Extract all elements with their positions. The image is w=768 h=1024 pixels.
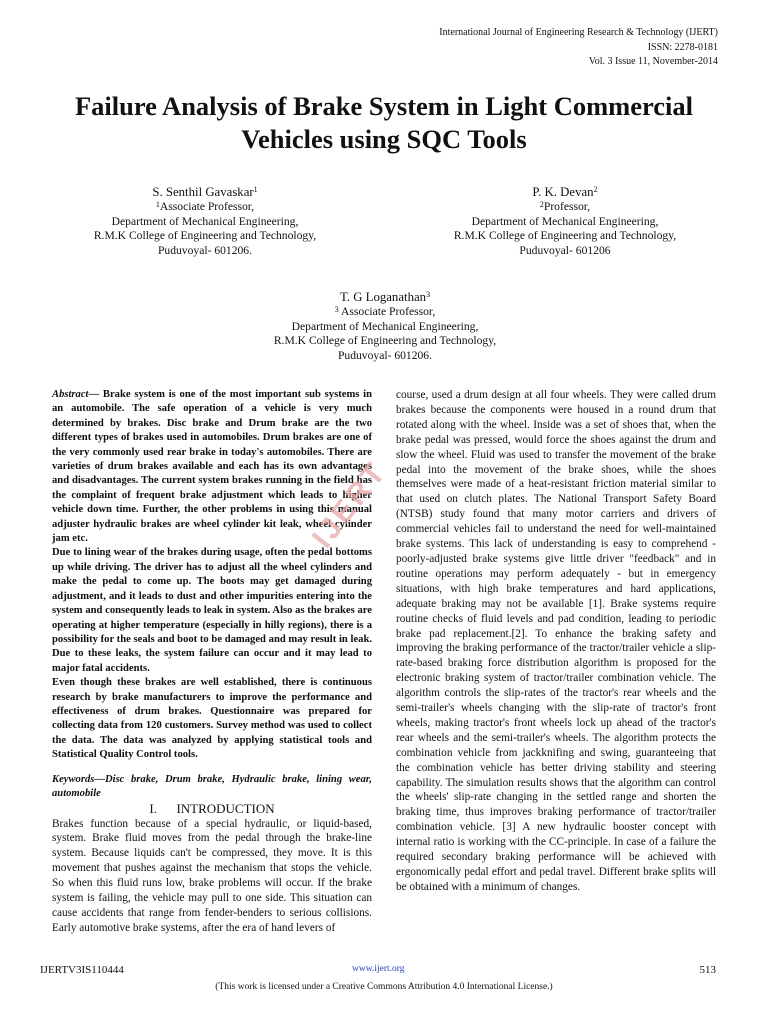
abstract-p1: Abstract— Brake system is one of the most important sub systems in an automobile. The safe operation of a vehicle is very much determined by brakes. Disc brake and Drum brake are the two different types of brakes used in automobiles. Drum brakes are one of the very commonly used rear brake in today's automobiles. There are varieties of drum brakes available and each has its own advantages and disadvantages. The current system brakes running in the field has the complaint of frequent brake adjustment which leads to higher vehicle down time. Further, the other problems in using this manual adjuster hydraulic brakes are wheel cylinder kit leak, wheel cylinder jam etc.: [52, 389, 373, 545]
author-college: R.M.K College of Engineering and Technology,: [93, 229, 317, 243]
intro-paragraph: Brakes function because of a special hydraulic, or liquid-based, system. Brake fluid moves from the pedal through the brake-line system. Because liquids can't be compressed, they move. It is this movement that pushes against the mechanism that stops the vehicle. So when this fluid runs low, brake problems will occur. If the brake system is failing, the vehicle may pull to one side. This situation can cause accidents that range from fender-benders to serious collisions. Early automotive brake systems, after the era of hand levers of: [52, 817, 372, 934]
paper-title: Failure Analysis of Brake System in Light Commercial Vehicles using SQC Tools: [74, 91, 694, 154]
abstract-label: Abstract: [52, 389, 89, 400]
journal-name: International Journal of Engineering Research & Technology (IJERT): [439, 27, 718, 38]
author-block-3: T. G Loganathan$^3$ $^3$ Associate Professor, Department of Mechanical Engineering, R.M.K College of Engineering and Technology, Puduvoyal- 601206.: [230, 290, 540, 364]
keywords-label: Keywords: [52, 773, 95, 785]
author-name: P. K. Devan: [532, 185, 594, 199]
author-role: Professor,: [543, 199, 591, 213]
left-column: [52, 388, 372, 936]
footer-url-link[interactable]: www.ijert.org: [352, 964, 405, 974]
issn: ISSN: 2278-0181: [647, 41, 718, 53]
author-dept: Department of Mechanical Engineering,: [291, 319, 479, 333]
author-block-1: S. Senthil Gavaskar$^1$ $^1$Associate Professor, Department of Mechanical Engineering, R.M.K College of Engineering and Technology, Puduvoyal- 601206.: [60, 185, 350, 259]
footer-paper-id: IJERTV3IS110444: [40, 964, 124, 976]
author-college: R.M.K College of Engineering and Technology,: [453, 229, 677, 243]
author-dept: Department of Mechanical Engineering,: [111, 214, 299, 228]
journal-header: [439, 26, 718, 70]
author-role: Associate Professor,: [159, 199, 255, 213]
volume-issue: Vol. 3 Issue 11, November-2014: [588, 56, 718, 67]
author-role: Associate Professor,: [338, 304, 436, 318]
watermark: IJERT: [305, 455, 394, 555]
keywords: Keywords—Disc brake, Drum brake, Hydraulic brake, lining wear, automobile: [52, 773, 372, 799]
author-block-2: P. K. Devan$^2$ $^2$Professor, Department of Mechanical Engineering, R.M.K College of Engineering and Technology, Puduvoyal- 601206: [420, 185, 710, 259]
right-column: [396, 388, 716, 895]
license-note: (This work is licensed under a Creative Commons Attribution 4.0 International License.): [215, 982, 553, 992]
author-address: Puduvoyal- 601206.: [337, 349, 433, 363]
page-number: 513: [699, 964, 716, 976]
author-address: Puduvoyal- 601206: [519, 244, 611, 258]
section-heading-introduction: I. INTRODUCTION: [149, 800, 275, 816]
abstract-p2: Due to lining wear of the brakes during usage, often the pedal bottoms up while driving. The driver has to adjust all the wheel cylinders and make the pedal to come up. The boots may get damaged during adjustment, and it leads to dust and other impurities entering into the system and consequently leads to leak in system. Also as the brakes are operating at higher temperature (especially in hilly regions), there is a possibility for the seals and boot to be damaged and may result in leak. Due to these leaks, the system failure can occur and it may lead to major fatal accidents.: [52, 547, 372, 674]
author-dept: Department of Mechanical Engineering,: [471, 214, 659, 228]
author-name: S. Senthil Gavaskar: [152, 185, 254, 199]
author-college: R.M.K College of Engineering and Technology,: [273, 334, 497, 348]
author-name: T. G Loganathan: [339, 290, 427, 304]
abstract-p3: Even though these brakes are well established, there is continuous research by brake manufacturers to improve the performance and effectiveness of drum brakes. Questionnaire was prepared for collecting data from 120 customers. Survey method was used to collect the data. The data was analyzed by applying statistical tools and Statistical Quality Control tools.: [52, 677, 372, 761]
body-paragraph: course, used a drum design at all four wheels. They were called drum brakes because the components were housed in a round drum that rotated along with the wheel. Inside was a set of shoes that, when the brake pedal was pressed, would force the shoes against the drum and slow the wheel. Fluid was used to transfer the movement of the brake pedal into the movement of the brake shoes, while the shoes themselves were made of a heat-resistant friction material similar to that used on clutch plates. The National Transport Safety Board (NTSB) study found that many motor carriers and drivers of commercial vehicles fail to understand the need for well-maintained brake systems. This lack of understanding is easy to comprehend - poorly-adjusted brake systems give little driver "feedback" and in routine operations may perform adequately - but in emergency situations, with high brake temperatures and hard applications, adequate braking may not be available [1]. Brake systems require routine checks of fluid levels and pad condition, leading to periodic brake pad replacement.[2]. To enhance the braking safety and improving the braking performance of the tractor/trailer vehicle a slip-rate-based braking force distribution algorithm is proposed for the electronic braking system of tractor/trailer combination vehicle. The algorithm controls the slip-rates of the tractor's rear wheels and the semi-trailer's wheels changing with the slip-rate of tractor's front wheels, making tractor's front wheels lock up ahead of the tractor's rear wheels and the semi-trailer's wheels. The algorithm protects the combination vehicle from jackknifing and swing, guaranteeing that the combination vehicle has better driving stability and steering capability. The simulation results shows that the algorithm can control the wheels' slip-rate changing in the settled range and shorten the braking time, thus improves braking performance of tractor/trailer combination vehicle. [3] A new hydraulic booster concept with internal ratio is working with the CC-principle. In case of a failure the required secondary braking performance will be achieved with ergonomically pedal effort and pedal travel. Different brake splits will be obtained with a minimum of changes.: [396, 389, 716, 893]
author-address: Puduvoyal- 601206.: [157, 244, 253, 258]
